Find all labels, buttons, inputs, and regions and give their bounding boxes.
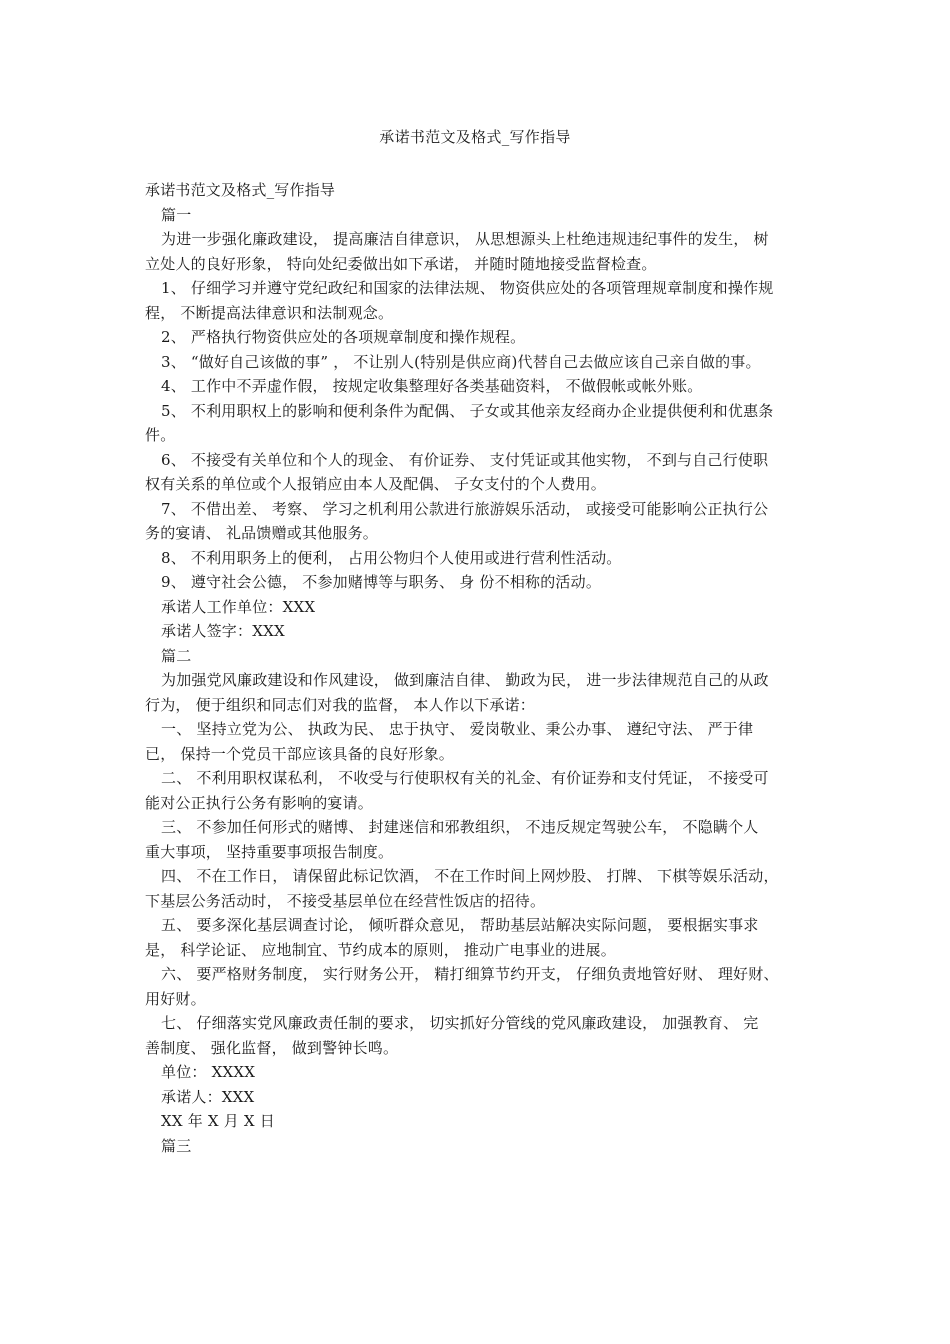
section-2-intro: [145, 668, 820, 717]
text-line: 下基层公务活动时， 不接受基层单位在经营性饭店的招待。: [145, 891, 546, 910]
section-1-unit: 承诺人工作单位：XXX: [161, 597, 316, 616]
text-line: 9、 遵守社会公德， 不参加赌博等与职务、 身 份不相称的活动。: [161, 573, 602, 591]
text-line: 8、 不利用职务上的便利， 占用公物归个人使用或进行营利性活动。: [161, 548, 622, 567]
section-1-item: [145, 570, 820, 595]
text-line: 用好财。: [145, 989, 206, 1008]
section-1-item: [145, 325, 820, 350]
text-line: 务的宴请、 礼品馈赠或其他服务。: [145, 524, 378, 542]
section-2-item: [145, 815, 820, 864]
text-line: 行为， 便于组织和同志们对我的监督， 本人作以下承诺：: [145, 695, 535, 714]
text-line: 7、 不借出差、 考察、 学习之机利用公款进行旅游娱乐活动， 或接受可能影响公正执行公: [161, 499, 769, 518]
text-line: 能对公正执行公务有影响的宴请。: [145, 793, 374, 812]
text-line: 4、 工作中不弄虚作假， 按规定收集整理好各类基础资料， 不做假帐或帐外账。: [161, 377, 703, 395]
text-line: 5、 不利用职权上的影响和便利条件为配偶、 子女或其他亲友经商办企业提供便利和优惠条: [161, 401, 774, 420]
section-1-item: [145, 399, 820, 448]
section-1-item: [145, 448, 820, 497]
text-line: 六、 要严格财务制度， 实行财务公开， 精打细算节约开支， 仔细负责地管好财、 理好财、: [161, 965, 779, 983]
text-line: 七、 仔细落实党风廉政责任制的要求， 切实抓好分管线的党风廉政建设， 加强教育、 完: [161, 1014, 759, 1032]
document-title: 承诺书范文及格式_写作指导: [379, 128, 571, 146]
text-line: 一、 坚持立党为公、 执政为民、 忠于执守、 爱岗敬业、秉公办事、 遵纪守法、 严于律: [161, 720, 754, 738]
section-2-item: [145, 1011, 820, 1060]
text-line: 立处人的良好形象， 特向处纪委做出如下承诺， 并随时随地接受监督检查。: [145, 254, 657, 273]
section-2-date: XX 年 X 月 X 日: [161, 1112, 275, 1130]
text-line: 件。: [145, 426, 176, 444]
section-2-item: [145, 864, 820, 913]
text-line: 四、 不在工作日， 请保留此标记饮酒， 不在工作时间上网炒股、 打牌、 下棋等娱乐活动，: [161, 867, 779, 885]
text-line: 6、 不接受有关单位和个人的现金、 有价证券、 支付凭证或其他实物， 不到与自己行使职: [161, 450, 769, 469]
section-3-heading: 篇三: [161, 1136, 192, 1155]
section-2-item: [145, 717, 820, 766]
section-1-item: [145, 276, 820, 325]
section-1-item: [145, 497, 820, 546]
text-line: 善制度、 强化监督， 做到警钟长鸣。: [145, 1038, 399, 1057]
text-line: 三、 不参加任何形式的赌博、 封建迷信和邪教组织， 不违反规定驾驶公车， 不隐瞒个人: [161, 818, 759, 836]
text-line: 是， 科学论证、 应地制宜、节约成本的原则， 推动广电事业的进展。: [145, 940, 616, 959]
section-1-item: [145, 546, 820, 571]
text-line: 1、 仔细学习并遵守党纪政纪和国家的法律法规、 物资供应处的各项管理规章制度和操作规: [161, 279, 774, 297]
text-line: 已， 保持一个党员干部应该具备的良好形象。: [145, 744, 454, 763]
section-1-item: [145, 350, 820, 375]
section-1-signature: 承诺人签字：XXX: [161, 622, 285, 640]
text-line: 权有关系的单位或个人报销应由本人及配偶、 子女支付的个人费用。: [145, 475, 606, 493]
text-line: 重大事项， 坚持重要事项报告制度。: [145, 842, 394, 861]
document-body: [145, 178, 820, 1158]
section-1-intro: [145, 227, 820, 276]
document-subtitle: 承诺书范文及格式_写作指导: [145, 181, 336, 199]
text-line: 3、 “做好自己该做的事” ， 不让别人(特别是供应商)代替自己去做应该自己亲自做的事。: [161, 352, 761, 371]
section-2-item: [145, 766, 820, 815]
text-line: 二、 不利用职权谋私利， 不收受与行使职权有关的礼金、有价证券和支付凭证， 不接受可: [161, 769, 769, 787]
text-line: 为加强党风廉政建设和作风建设， 做到廉洁自律、 勤政为民， 进一步法律规范自己的从政: [161, 671, 769, 689]
section-1-item: [145, 374, 820, 399]
text-line: 2、 严格执行物资供应处的各项规章制度和操作规程。: [161, 328, 526, 346]
section-2-heading: 篇二: [161, 646, 192, 665]
text-line: 为进一步强化廉政建设， 提高廉洁自律意识， 从思想源头上杜绝违规违纪事件的发生， 树: [161, 230, 769, 248]
text-line: 程， 不断提高法律意识和法制观念。: [145, 303, 394, 322]
section-2-item: [145, 913, 820, 962]
section-2-promisor: 承诺人：XXX: [161, 1087, 255, 1106]
section-1-heading: 篇一: [161, 205, 192, 224]
section-2-item: [145, 962, 820, 1011]
section-2-unit: 单位： XXXX: [161, 1063, 256, 1081]
text-line: 五、 要多深化基层调查讨论， 倾听群众意见， 帮助基层站解决实际问题， 要根据实事求: [161, 916, 759, 934]
